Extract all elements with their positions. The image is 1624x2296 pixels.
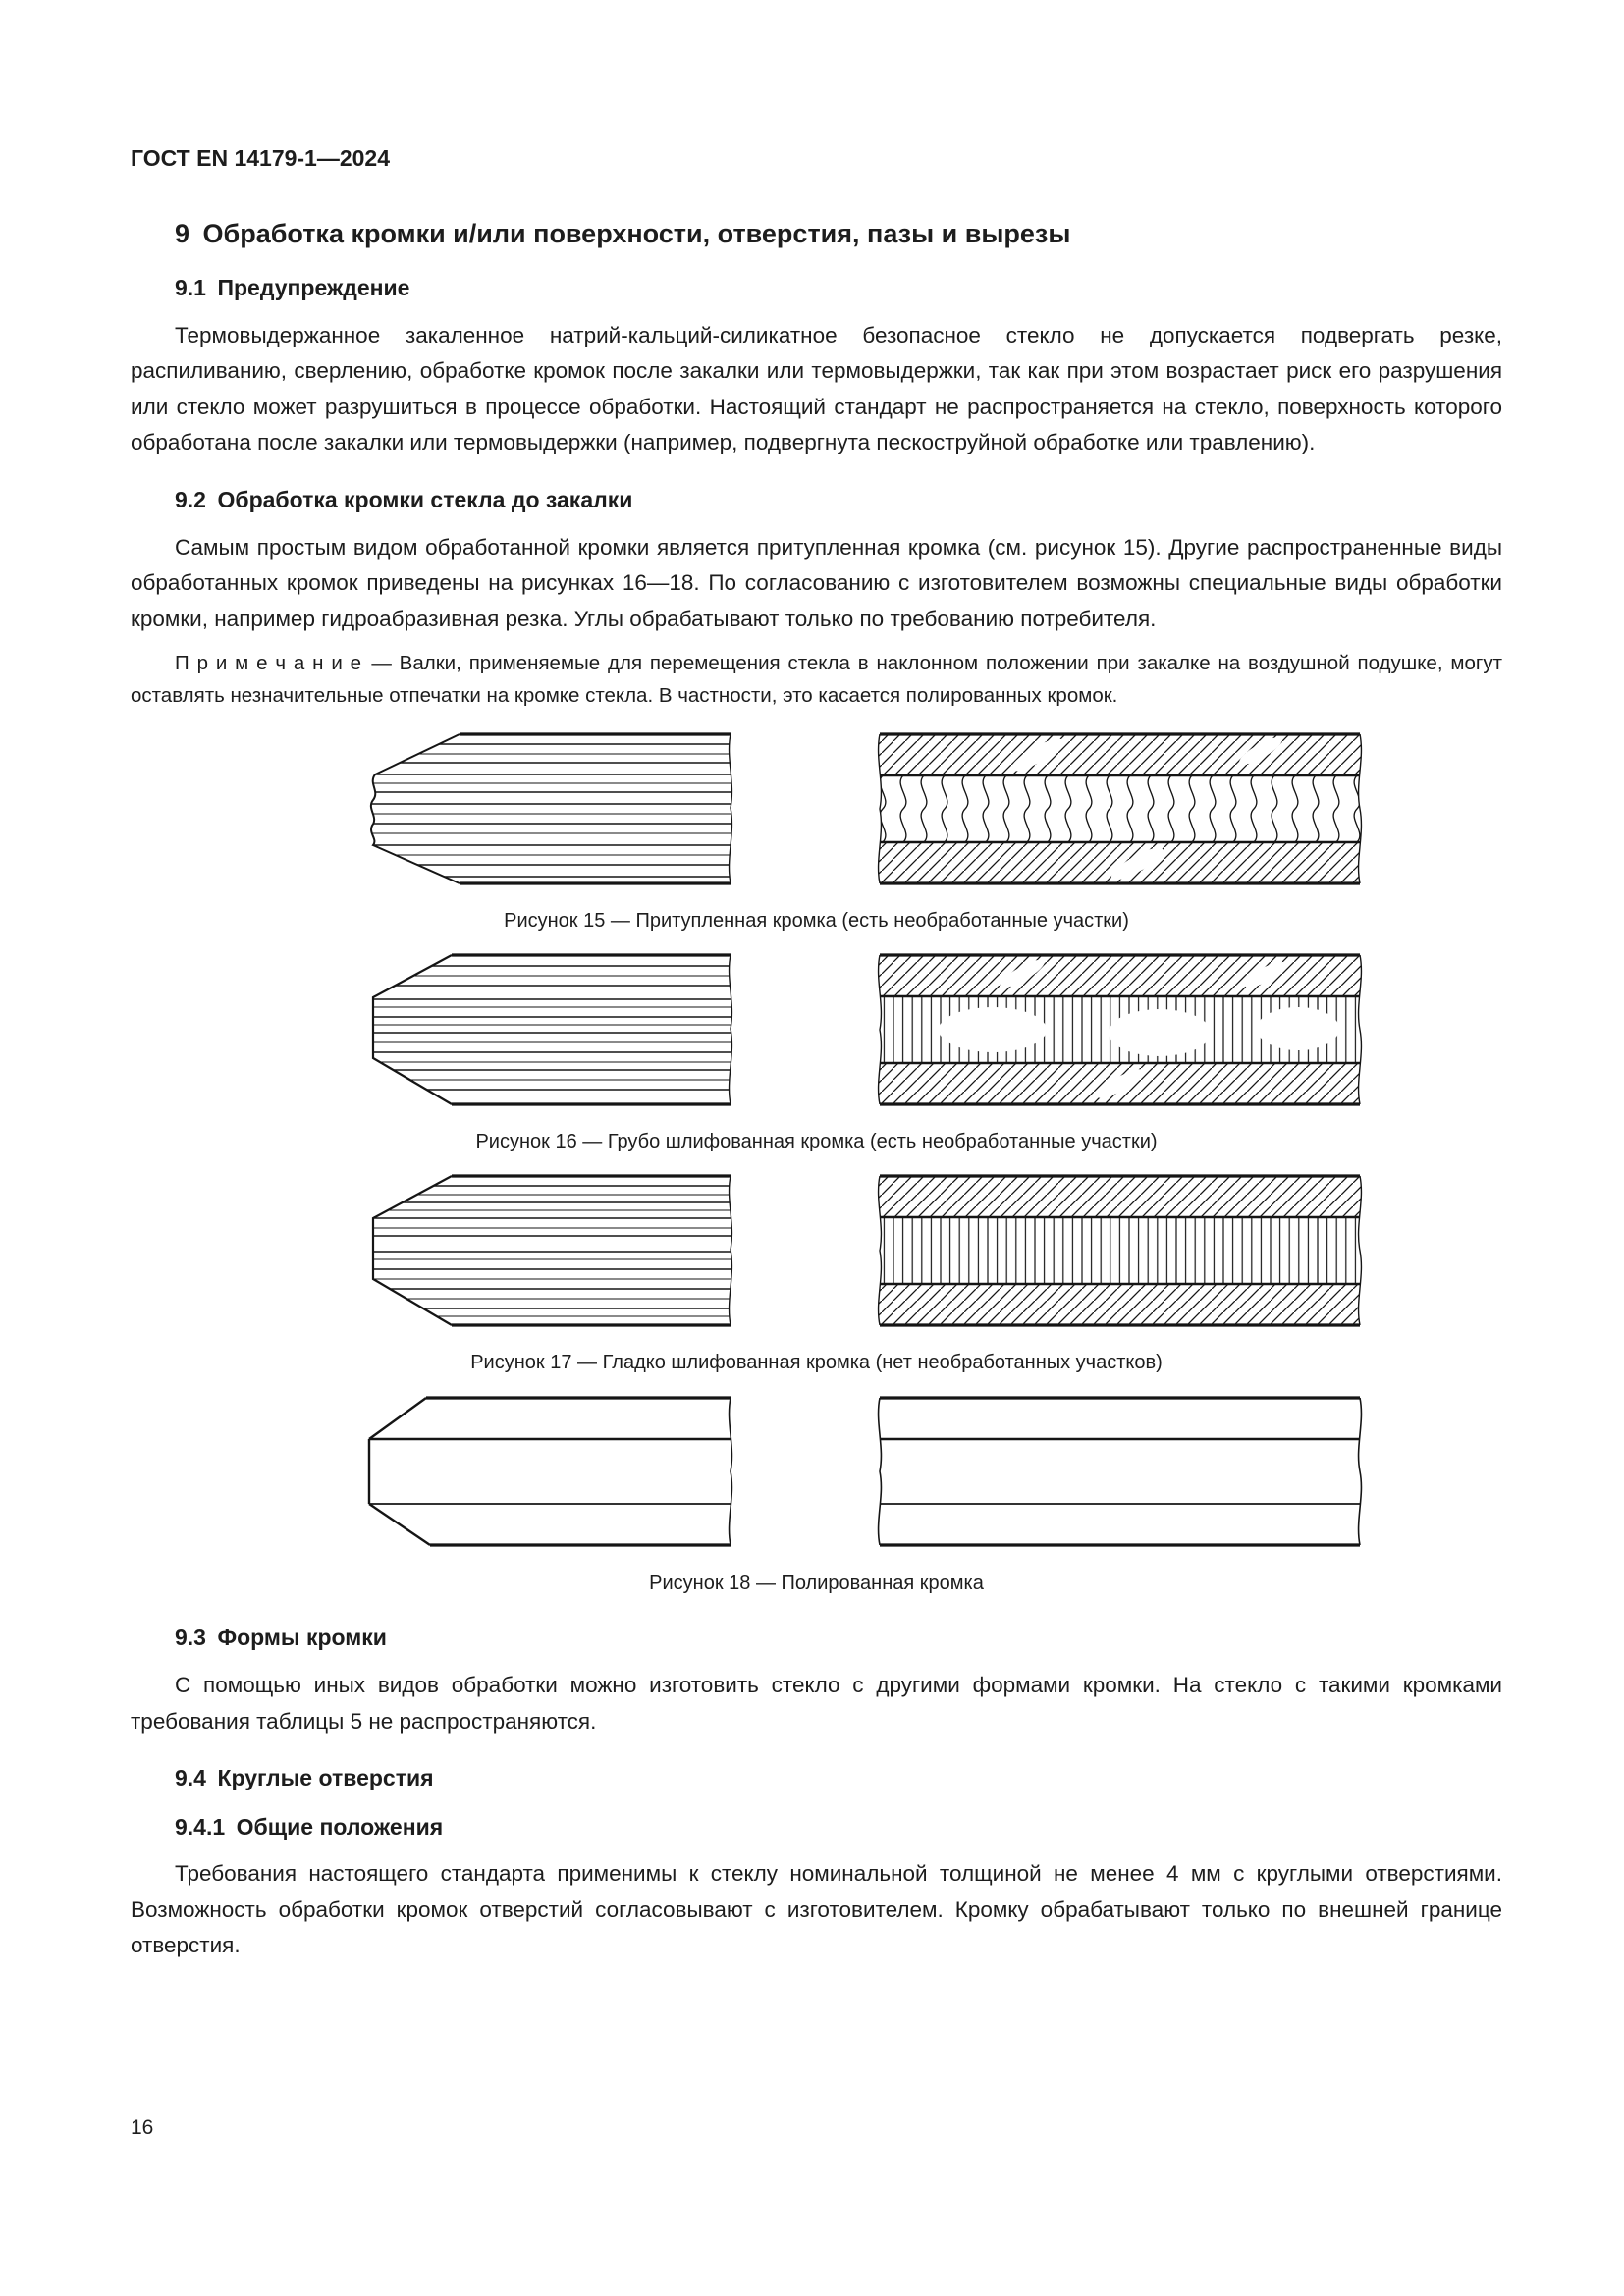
- note-paragraph: П р и м е ч а н и е — Валки, применяемые для перемещения стекла в наклонном положении при закалке на воздушной подушке, могут оставлять незначительные отпечатки на кромке стекла. В частности, это касается полированных кромок.: [131, 652, 1502, 708]
- section-9-heading: 9 Обработка кромки и/или поверхности, отверстия, пазы и вырезы: [175, 218, 1071, 248]
- section-9-3-heading: 9.3 Формы кромки: [175, 1625, 387, 1651]
- figure-17-drawings-row: [217, 1171, 1502, 1330]
- figure-18-drawings-row: [217, 1392, 1502, 1551]
- figure-18-caption: Рисунок 18 — Полированная кромка: [649, 1573, 984, 1595]
- figure-15-drawings-row: [217, 729, 1502, 888]
- figure-15-edge-face-drawing: [870, 729, 1370, 888]
- figure-16-caption: Рисунок 16 — Грубо шлифованная кромка (есть необработанные участки): [475, 1131, 1158, 1153]
- figure-17-edge-face-drawing: [870, 1171, 1370, 1330]
- figure-15-side-profile-drawing: [350, 729, 734, 888]
- section-9-4-1-heading: 9.4.1 Общие положения: [175, 1813, 444, 1840]
- figure-17-side-profile-drawing: [350, 1171, 734, 1330]
- figure-18: [131, 1392, 1502, 1595]
- section-9-1-heading: 9.1 Предупреждение: [175, 274, 410, 300]
- figure-15: [131, 729, 1502, 933]
- figure-18-edge-face-drawing: [870, 1392, 1370, 1551]
- figure-17-caption: Рисунок 17 — Гладко шлифованная кромка (нет необработанных участков): [470, 1352, 1163, 1374]
- figure-16-drawings-row: [217, 950, 1502, 1109]
- section-9-4-heading: 9.4 Круглые отверстия: [175, 1765, 434, 1791]
- figure-17: [131, 1171, 1502, 1374]
- figure-15-caption: Рисунок 15 — Притупленная кромка (есть необработанные участки): [504, 910, 1129, 933]
- document-code-header: ГОСТ EN 14179-1—2024: [131, 145, 391, 171]
- figure-18-side-profile-drawing: [350, 1392, 734, 1551]
- page-number: 16: [131, 2116, 154, 2139]
- section-9-2-heading: 9.2 Обработка кромки стекла до закалки: [175, 486, 633, 512]
- warning-paragraph: Термовыдержанное закаленное натрий-кальций-силикатное безопасное стекло не допускается подвергать резке, распиливанию, сверлению, обработке кромок после закалки или термовыдержки, так как при этом возрастает риск его разрушения или стекло может разрушиться в процессе обработки. Настоящий стандарт не распространяется на стекло, поверхность которого обработана после закалки или термовыдержки (например, подвергнута пескоструйной обработке или травлению).: [131, 322, 1502, 455]
- edge-shapes-paragraph: С помощью иных видов обработки можно изготовить стекло с другими формами кромки. На стекло с такими кромками требования таблицы 5 не распространяются.: [131, 1672, 1502, 1734]
- figure-16: [131, 950, 1502, 1153]
- round-holes-paragraph: Требования настоящего стандарта применимы к стеклу номинальной толщиной не менее 4 мм с круглыми отверстиями. Возможность обработки кромок отверстий согласовывают с изготовителем. Кромку обрабатывают только по внешней границе отверстия.: [131, 1861, 1502, 1958]
- figure-16-side-profile-drawing: [350, 950, 734, 1109]
- figure-16-edge-face-drawing: [870, 950, 1370, 1109]
- edge-processing-paragraph: Самым простым видом обработанной кромки является притупленная кромка (см. рисунок 15). Другие распространенные виды обработанных кромок приведены на рисунках 16—18. По согласованию с изготовителем возможны специальные виды обработки кромки, например гидроабразивная резка. Углы обрабатывают только по требованию потребителя.: [131, 534, 1502, 631]
